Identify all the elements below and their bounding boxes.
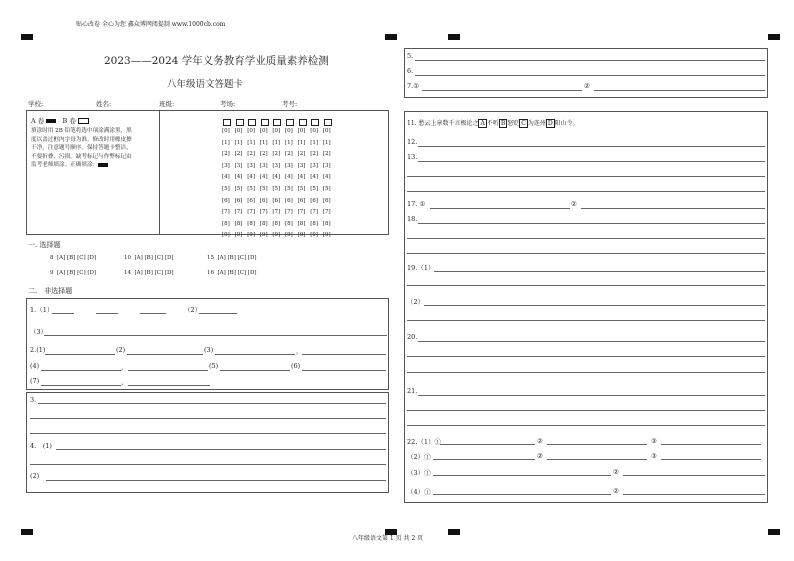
q7-blank-2[interactable] — [594, 90, 765, 91]
paper-b-label: B 卷 — [62, 117, 76, 125]
exam-number-bubble[interactable]: [8] — [259, 220, 268, 227]
choice-item-10[interactable]: 10 [A] [B] [C] [D] — [124, 255, 174, 261]
name-label: 姓名: — [96, 100, 112, 108]
exam-number-bubble[interactable]: [2] — [222, 151, 230, 158]
q4-2-line[interactable] — [46, 480, 386, 481]
exam-number-bubble[interactable]: [4] — [234, 174, 243, 181]
registration-mark — [448, 34, 460, 40]
exam-number-bubble[interactable]: [0] — [322, 128, 331, 134]
exam-number-bubble[interactable]: [8] — [222, 220, 230, 227]
exam-number-bubble[interactable]: [7] — [322, 209, 331, 216]
q19-1-label: 19.（1） — [407, 264, 435, 272]
section-choice-title: 一. 选择题 — [28, 241, 61, 249]
exam-number-bubble[interactable]: [1] — [310, 139, 318, 146]
q18-line[interactable] — [407, 238, 765, 239]
q2-4-label: (4) — [30, 362, 40, 370]
exam-number-bubble[interactable]: [6] — [310, 197, 318, 204]
q22-2-label: （2）① — [407, 453, 431, 461]
exam-number-bubble[interactable]: [9] — [247, 232, 255, 239]
exam-number-bubble[interactable]: [6] — [234, 197, 243, 204]
q19-1-line[interactable] — [434, 271, 765, 272]
q20-label: 20. — [407, 333, 418, 341]
q2-2-blank[interactable] — [127, 354, 203, 355]
exam-number-bubble[interactable]: [3] — [222, 162, 230, 169]
q2-6-blank[interactable] — [302, 370, 386, 371]
exam-number-bubble[interactable]: [0] — [285, 128, 293, 134]
q5-line[interactable] — [415, 60, 765, 61]
q2-5-blank[interactable] — [220, 370, 290, 371]
exam-number-bubble[interactable]: [5] — [297, 186, 306, 192]
exam-number-bubble[interactable]: [2] — [259, 151, 268, 158]
q22-1-label-2: ② — [537, 437, 543, 445]
q22-4-label: （4）① — [407, 488, 431, 496]
q19-line[interactable] — [407, 320, 765, 321]
paper-type-selector[interactable] — [31, 116, 89, 125]
q7-label: 7.① — [407, 82, 420, 90]
exam-number-bubble[interactable]: [3] — [285, 162, 293, 169]
q2-3-label: (3) — [204, 346, 214, 354]
q19-2-line[interactable] — [424, 305, 765, 306]
q1-3-line[interactable] — [44, 335, 387, 336]
exam-number-bubble[interactable]: [1] — [234, 139, 243, 146]
q20-line[interactable] — [407, 372, 765, 373]
q4-2-label: (2) — [30, 472, 40, 480]
exam-number-bubble[interactable]: [4] — [322, 174, 331, 181]
exam-number-bubble[interactable]: [3] — [272, 162, 281, 169]
paper-a-bubble[interactable] — [46, 119, 56, 123]
q22-1-blank-2[interactable] — [547, 444, 647, 445]
q11-option-c[interactable]: C — [521, 120, 526, 127]
exam-number-bubble[interactable]: [7] — [297, 209, 306, 216]
exam-number-bubble[interactable]: [5] — [234, 186, 243, 192]
q2-7-label: (7) — [30, 377, 40, 385]
q4-1-label: 4. (1) — [30, 442, 52, 450]
exam-number-bubble[interactable]: [2] — [234, 151, 243, 158]
exam-number-bubble[interactable]: [6] — [272, 197, 281, 204]
exam-number-bubble[interactable]: [7] — [310, 209, 318, 216]
q1-1-label: 1.（1） — [30, 306, 54, 314]
exam-number-digit-box[interactable] — [236, 119, 244, 126]
q11-option-d[interactable]: D — [547, 120, 553, 127]
candidate-info-box — [26, 110, 389, 239]
q22-4-blank-1[interactable] — [433, 494, 611, 495]
q20-line[interactable] — [407, 356, 765, 357]
q18-line[interactable] — [407, 253, 765, 254]
exam-number-bubble[interactable]: [4] — [310, 174, 318, 181]
q2-6-label: (6) — [291, 362, 301, 370]
q22-3-label: （3）① — [407, 469, 431, 477]
q2-7-blank-a[interactable] — [41, 385, 121, 386]
exam-number-bubble[interactable]: [4] — [297, 174, 306, 181]
exam-number-bubble[interactable]: [8] — [310, 220, 318, 227]
registration-mark — [448, 529, 460, 535]
exam-number-digit-box[interactable] — [286, 119, 294, 126]
q2-2-label: (2) — [116, 346, 126, 354]
exam-number-bubble[interactable]: [1] — [285, 139, 293, 146]
exam-number-bubble[interactable]: [5] — [285, 186, 293, 192]
exam-number-bubble[interactable]: [9] — [272, 232, 281, 239]
q22-1-blank-3[interactable] — [661, 444, 761, 445]
choice-item-8[interactable]: 8 [A] [B] [C] [D] — [50, 255, 97, 261]
class-label: 班级: — [159, 100, 175, 108]
exam-number-bubble[interactable]: [4] — [285, 174, 293, 181]
exam-number-bubble[interactable]: [4] — [247, 174, 255, 181]
exam-number-bubble[interactable]: [8] — [297, 220, 306, 227]
choice-item-16[interactable]: 16 [A] [B] [C] [D] — [207, 270, 257, 276]
paper-b-bubble[interactable] — [78, 118, 89, 124]
q17-blank-2[interactable] — [581, 208, 765, 209]
registration-mark — [21, 34, 33, 40]
q22-4-label-2: ② — [613, 487, 619, 495]
instructions: 填涂时用 2B 铅笔将选中项涂满涂黑，黑 度以盖过框内字母为准。修改时用橡皮擦 干净。注意题号顺序。保持答题卡整洁， 不要折叠、污损。缺考标记与作弊标记由 监考老师填涂。正确填涂： — [31, 128, 132, 168]
section-nonchoice-title: 二. 非选择题 — [28, 287, 73, 295]
q22-1-label-3: ③ — [651, 437, 657, 445]
q12-line[interactable] — [418, 146, 765, 147]
q2-3-blank-a[interactable] — [215, 354, 295, 355]
q1-2-label: （2） — [184, 306, 202, 314]
exam-number-bubble[interactable]: [9] — [259, 232, 268, 239]
exam-number-bubble[interactable]: [4] — [259, 174, 268, 181]
exam-number-bubble[interactable]: [8] — [322, 220, 331, 227]
q13-label: 13. — [407, 153, 418, 161]
q22-1-label: 22.（1）① — [407, 438, 441, 446]
q17-blank-1[interactable] — [430, 208, 570, 209]
answer-sheet-title: 八年级语文答题卡 — [167, 79, 244, 90]
q3-label: 3. — [30, 396, 37, 404]
exam-room-label: 考场: — [220, 100, 236, 108]
exam-number-bubble[interactable]: [8] — [234, 220, 243, 227]
exam-number-bubble[interactable]: [9] — [310, 232, 318, 239]
q7-blank-1[interactable] — [422, 90, 582, 91]
exam-number-bubble[interactable]: [5] — [247, 186, 255, 192]
q2-4-comma: ， — [121, 363, 128, 371]
q17-label-2: ② — [571, 200, 577, 208]
exam-number-bubble[interactable]: [0] — [297, 128, 306, 134]
exam-number-bubble[interactable]: [1] — [297, 139, 306, 146]
choice-item-14[interactable]: 14 [A] [B] [C] [D] — [124, 270, 174, 276]
q3-line[interactable] — [30, 433, 386, 434]
q21-line[interactable] — [407, 410, 765, 411]
q1-1-blank-c[interactable] — [140, 313, 166, 314]
exam-number-bubble[interactable]: [3] — [310, 162, 318, 169]
q1-3-label: （3） — [30, 328, 48, 336]
q3-line[interactable] — [30, 418, 386, 419]
exam-number-bubble[interactable]: [6] — [222, 197, 230, 204]
exam-number-bubble[interactable]: [9] — [322, 232, 331, 239]
q20-line[interactable] — [418, 341, 765, 342]
school-label: 学校: — [28, 100, 44, 108]
answer-box-q3-q4 — [26, 392, 389, 493]
q19-2-label: （2） — [407, 298, 425, 306]
exam-number-digit-box[interactable] — [261, 119, 269, 126]
q17-label: 17. ① — [407, 200, 426, 208]
q22-2-label-2: ② — [537, 452, 543, 460]
exam-number-bubble[interactable]: [4] — [272, 174, 281, 181]
page-footer: 八年级语文第 1 页 共 2 页 — [352, 535, 424, 542]
q22-2-blank-1[interactable] — [433, 459, 535, 460]
q22-3-blank-1[interactable] — [433, 475, 611, 476]
q13-line[interactable] — [407, 176, 765, 177]
exam-number-bubble[interactable]: [1] — [222, 139, 230, 146]
registration-mark — [385, 34, 397, 40]
exam-number-bubble[interactable]: [5] — [272, 186, 281, 192]
q21-line[interactable] — [407, 425, 765, 426]
exam-number-bubble[interactable]: [5] — [222, 186, 230, 192]
exam-number-bubble[interactable]: [0] — [310, 128, 318, 134]
exam-number-bubble[interactable]: [5] — [259, 186, 268, 192]
exam-number-bubble[interactable]: [3] — [247, 162, 255, 169]
q11-option-b[interactable]: B — [500, 120, 506, 127]
q22-3-blank-2[interactable] — [623, 475, 765, 476]
q4-1-line[interactable] — [56, 449, 386, 450]
exam-number-bubble[interactable]: [4] — [222, 174, 230, 181]
exam-number-bubble[interactable]: [0] — [222, 128, 230, 134]
q6-label: 6. — [407, 67, 414, 75]
q18-line[interactable] — [418, 223, 765, 224]
q11-sentence: 11. 愁云上章数千言极论之 A 不听 B 怒贬 C 为连州 D 阳山令。 — [407, 120, 579, 127]
q13-line[interactable] — [407, 191, 765, 192]
correct-fill-sample — [98, 163, 108, 167]
exam-number-bubble[interactable]: [0] — [259, 128, 268, 134]
q2-1-label: 2.(1) — [30, 346, 46, 354]
exam-number-bubble[interactable]: [2] — [310, 151, 318, 158]
exam-number-bubble[interactable]: [3] — [259, 162, 268, 169]
q22-1-blank-1[interactable] — [440, 444, 535, 445]
q2-5-label: (5) — [209, 362, 219, 370]
exam-number-bubble[interactable]: [3] — [322, 162, 331, 169]
q22-2-blank-2[interactable] — [547, 459, 647, 460]
top-note: 贴心改卷 全心为您 鑫众博网阅提制 www.1000cb.com — [76, 21, 226, 28]
exam-number-bubble[interactable]: [1] — [272, 139, 281, 146]
exam-number-bubble[interactable]: [0] — [272, 128, 281, 134]
exam-number-bubble[interactable]: [7] — [247, 209, 255, 216]
exam-number-bubble[interactable]: [6] — [297, 197, 306, 204]
q1-1-blank-a[interactable] — [52, 313, 74, 314]
exam-number-digit-box[interactable] — [311, 119, 319, 126]
exam-number-bubble[interactable]: [6] — [285, 197, 293, 204]
q21-label: 21. — [407, 387, 418, 395]
exam-number-bubble[interactable]: [7] — [259, 209, 268, 216]
q2-4-blank-b[interactable] — [128, 370, 208, 371]
exam-number-bubble[interactable]: [5] — [310, 186, 318, 192]
exam-number-bubble[interactable]: [2] — [322, 151, 331, 158]
exam-number-bubble[interactable]: [2] — [285, 151, 293, 158]
exam-number-bubble[interactable]: [1] — [322, 139, 331, 146]
exam-number-bubble[interactable]: [7] — [234, 209, 243, 216]
exam-number-bubble[interactable]: [2] — [272, 151, 281, 158]
choice-item-9[interactable]: 9 [A] [B] [C] [D] — [50, 270, 97, 276]
exam-number-digit-box[interactable] — [299, 119, 307, 126]
q4-line[interactable] — [30, 464, 386, 465]
exam-number-bubble[interactable]: [8] — [285, 220, 293, 227]
exam-number-bubble[interactable]: [0] — [247, 128, 255, 134]
q2-7-blank-b[interactable] — [128, 385, 210, 386]
q22-2-blank-3[interactable] — [661, 459, 761, 460]
registration-mark — [768, 529, 780, 535]
q5-label: 5. — [407, 52, 414, 60]
q13-line[interactable] — [418, 161, 765, 162]
q7-label-2: ② — [584, 82, 590, 90]
exam-number-digit-box[interactable] — [223, 119, 231, 126]
q12-label: 12. — [407, 138, 418, 146]
registration-mark — [768, 34, 780, 40]
q2-7-comma: ， — [121, 378, 128, 386]
exam-number-bubble[interactable]: [6] — [247, 197, 255, 204]
q22-2-label-3: ③ — [651, 452, 657, 460]
exam-number-bubble[interactable]: [2] — [247, 151, 255, 158]
exam-number-bubble[interactable]: [7] — [222, 209, 230, 216]
exam-number-bubble[interactable]: [1] — [259, 139, 268, 146]
exam-number-bubble[interactable]: [9] — [297, 232, 306, 239]
q19-line[interactable] — [407, 285, 765, 286]
exam-number-bubble[interactable]: [3] — [297, 162, 306, 169]
q1-1-blank-b[interactable] — [96, 313, 118, 314]
exam-number-bubble[interactable]: [3] — [234, 162, 243, 169]
exam-number-bubble[interactable]: [0] — [234, 128, 243, 134]
exam-number-bubble[interactable]: [7] — [272, 209, 281, 216]
q6-line[interactable] — [415, 75, 765, 76]
exam-number-bubble[interactable]: [7] — [285, 209, 293, 216]
paper-a-label: A 卷 — [31, 117, 45, 125]
exam-number-bubble[interactable]: [9] — [285, 232, 293, 239]
q22-4-blank-2[interactable] — [623, 494, 765, 495]
registration-mark — [21, 529, 33, 535]
exam-number-bubble[interactable]: [9] — [234, 232, 243, 239]
q18-label: 18. — [407, 215, 418, 223]
exam-number-bubble[interactable]: [8] — [247, 220, 255, 227]
q22-3-label-2: ② — [613, 468, 619, 476]
q3-line[interactable] — [38, 403, 386, 404]
q2-1-blank[interactable] — [45, 354, 115, 355]
exam-number-bubble[interactable]: [6] — [259, 197, 268, 204]
exam-number-bubble[interactable]: [9] — [222, 232, 230, 239]
q2-4-blank-a[interactable] — [41, 370, 121, 371]
exam-number-bubble[interactable]: [6] — [322, 197, 331, 204]
q1-2-blank[interactable] — [199, 313, 237, 314]
exam-number-digit-box[interactable] — [273, 119, 281, 126]
exam-number-digit-box[interactable] — [248, 119, 256, 126]
q11-option-a[interactable]: A — [480, 120, 485, 127]
exam-number-bubble[interactable]: [1] — [247, 139, 255, 146]
q21-line[interactable] — [418, 395, 765, 396]
exam-title: 2023——2024 学年义务教育学业质量素养检测 — [104, 55, 329, 67]
exam-number-bubble[interactable]: [5] — [322, 186, 331, 192]
choice-item-15[interactable]: 15 [A] [B] [C] [D] — [207, 255, 257, 261]
q2-3-blank-b[interactable] — [302, 354, 386, 355]
exam-number-label: 考号: — [282, 100, 298, 108]
exam-number-bubble[interactable]: [2] — [297, 151, 306, 158]
answer-box-q1-q2 — [26, 298, 389, 390]
q2-3-comma: ， — [296, 347, 303, 355]
exam-number-digit-box[interactable] — [324, 119, 332, 126]
exam-number-bubble[interactable]: [8] — [272, 220, 281, 227]
